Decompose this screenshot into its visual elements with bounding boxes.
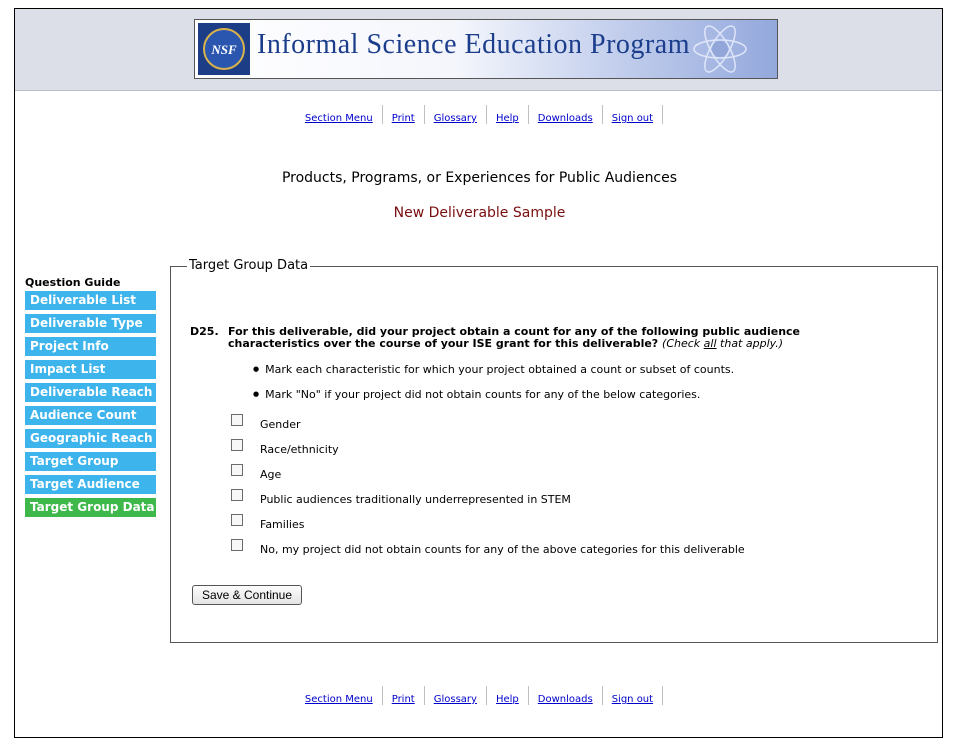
header-band: [15, 9, 942, 91]
page-frame: [14, 8, 943, 738]
option-label[interactable]: Families: [260, 518, 305, 531]
option-checkbox[interactable]: [231, 539, 243, 551]
option-label[interactable]: Age: [260, 468, 282, 481]
question-number: D25.: [190, 325, 219, 338]
page-title: Products, Programs, or Experiences for Public Audiences: [281, 170, 678, 186]
instruction-list: [253, 363, 734, 413]
option-checkbox[interactable]: [231, 464, 243, 476]
nav-link-section-menu[interactable]: Section Menu: [296, 686, 383, 705]
atom-graphic-icon: [690, 24, 750, 74]
instruction-item: ● Mark "No" if your project did not obtain counts for any of the below categories.: [253, 388, 734, 401]
guide-item-impact-list[interactable]: Impact List: [25, 360, 156, 379]
nav-link-glossary[interactable]: Glossary: [425, 686, 487, 705]
option-label[interactable]: No, my project did not obtain counts for any of the above categories for this deliverable: [260, 543, 745, 556]
question-guide-menu: [25, 291, 156, 521]
nav-link-help[interactable]: Help: [487, 105, 529, 124]
question-text: For this deliverable, did your project obtain a count for any of the following public audience characteristics over the course of your ISE grant for this deliverable? (Check all that apply.): [228, 325, 801, 350]
nav-link-glossary[interactable]: Glossary: [425, 105, 487, 124]
nav-link-help[interactable]: Help: [487, 686, 529, 705]
guide-item-project-info[interactable]: Project Info: [25, 337, 156, 356]
program-banner: [194, 19, 778, 79]
guide-item-deliverable-list[interactable]: Deliverable List: [25, 291, 156, 310]
page-subtitle: New Deliverable Sample: [393, 205, 566, 221]
nav-link-print[interactable]: Print: [383, 686, 425, 705]
option-label[interactable]: Public audiences traditionally underrepresented in STEM: [260, 493, 571, 506]
instruction-item: ● Mark each characteristic for which your project obtained a count or subset of counts.: [253, 363, 734, 376]
nav-link-sign-out[interactable]: Sign out: [603, 686, 663, 705]
nav-link-downloads[interactable]: Downloads: [529, 105, 603, 124]
nav-link-sign-out[interactable]: Sign out: [603, 105, 663, 124]
guide-item-target-group-data[interactable]: Target Group Data: [25, 498, 156, 517]
question-note: (Check all that apply.): [662, 337, 784, 350]
guide-item-target-audience[interactable]: Target Audience: [25, 475, 156, 494]
banner-title: Informal Science Education Program: [257, 29, 690, 60]
nsf-seal-icon: NSF: [198, 23, 250, 75]
question-guide-heading: Question Guide: [25, 276, 121, 289]
nav-link-print[interactable]: Print: [383, 105, 425, 124]
guide-item-audience-count[interactable]: Audience Count: [25, 406, 156, 425]
fieldset-legend: Target Group Data: [189, 258, 309, 273]
nav-link-section-menu[interactable]: Section Menu: [296, 105, 383, 124]
guide-item-geographic-reach[interactable]: Geographic Reach: [25, 429, 156, 448]
option-checkbox[interactable]: [231, 439, 243, 451]
option-checkbox[interactable]: [231, 514, 243, 526]
option-checkbox[interactable]: [231, 414, 243, 426]
nav-link-downloads[interactable]: Downloads: [529, 686, 603, 705]
option-label[interactable]: Gender: [260, 418, 301, 431]
guide-item-deliverable-reach[interactable]: Deliverable Reach: [25, 383, 156, 402]
bottom-nav: [15, 686, 944, 705]
option-checkbox[interactable]: [231, 489, 243, 501]
guide-item-target-group[interactable]: Target Group: [25, 452, 156, 471]
option-label[interactable]: Race/ethnicity: [260, 443, 339, 456]
guide-item-deliverable-type[interactable]: Deliverable Type: [25, 314, 156, 333]
top-nav: [15, 105, 944, 124]
save-continue-button[interactable]: Save & Continue: [192, 585, 302, 605]
